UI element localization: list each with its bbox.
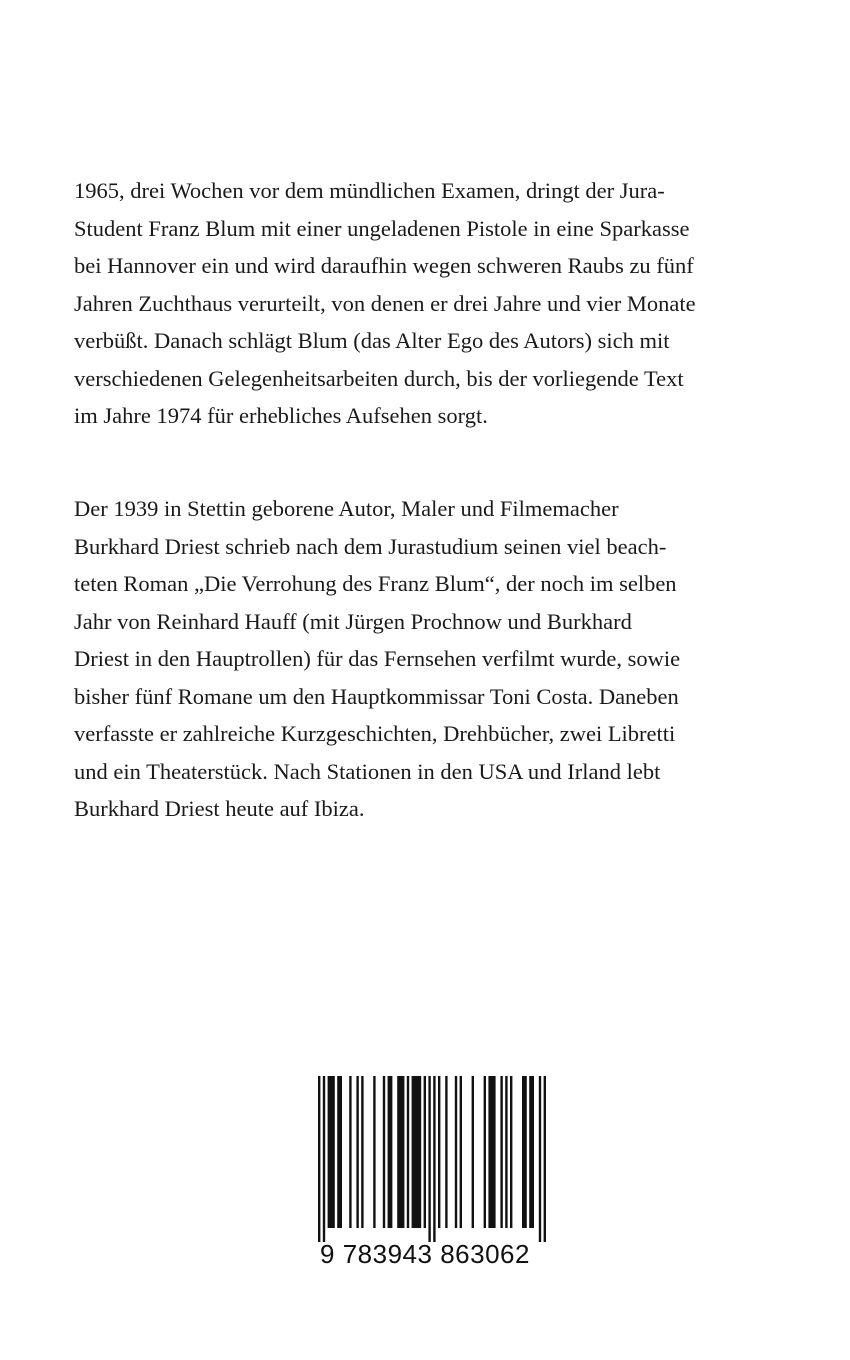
text-line: 1965, drei Wochen vor dem mündlichen Examen, dringt der Jura- xyxy=(74,178,665,203)
text-line: verbüßt. Danach schlägt Blum (das Alter Ego des Autors) sich mit xyxy=(74,328,670,353)
barcode-bar xyxy=(505,1076,507,1228)
text-line: bisher fünf Romane um den Hauptkommissar Toni Costa. Daneben xyxy=(74,683,679,709)
barcode-bar xyxy=(488,1076,495,1228)
barcode-bar xyxy=(510,1076,512,1228)
text-line: Der 1939 in Stettin geborene Autor, Maler und Filmemacher xyxy=(74,496,619,521)
barcode-bar xyxy=(373,1076,375,1228)
barcode-bar xyxy=(397,1076,404,1228)
text-line: bei Hannover ein und wird daraufhin wegen schweren Raubs zu fünf xyxy=(74,253,694,278)
barcode-bar xyxy=(460,1076,462,1228)
text-line: Driest in den Hauptrollen) für das Fernsehen verfilmt wurde, sowie xyxy=(74,646,681,671)
text-line: teten Roman „Die Verrohung des Franz Blum“, der noch im selben xyxy=(74,571,677,596)
barcode-bar xyxy=(356,1076,358,1228)
barcode-bar xyxy=(433,1076,435,1242)
barcode-bar xyxy=(318,1076,320,1242)
barcode-bar xyxy=(424,1076,426,1228)
barcode-bar xyxy=(388,1076,393,1228)
barcode-bar xyxy=(455,1076,457,1228)
barcode-bar xyxy=(323,1076,325,1242)
barcode-bar xyxy=(407,1076,409,1228)
isbn-number: 9 783943 863062 xyxy=(320,1239,530,1269)
text-line: Jahr von Reinhard Hauff (mit Jürgen Prochnow und Burkhard xyxy=(74,608,632,634)
barcode-bar xyxy=(472,1076,474,1228)
synopsis-paragraph xyxy=(74,172,794,435)
barcode-bar xyxy=(544,1076,546,1242)
text-line: Burkhard Driest heute auf Ibiza. xyxy=(74,796,365,821)
text-line: Burkhard Driest schrieb nach dem Jurastudium seinen viel beach- xyxy=(74,533,667,559)
barcode-bar xyxy=(337,1076,342,1228)
isbn-barcode xyxy=(294,1076,556,1272)
barcode-bar xyxy=(428,1076,430,1242)
text-line: verschiedenen Gelegenheitsarbeiten durch, bis der vorliegende Text xyxy=(74,365,684,391)
barcode-bar xyxy=(484,1076,486,1228)
barcode-bar xyxy=(500,1076,502,1228)
text-line: und ein Theaterstück. Nach Stationen in den USA und Irland lebt xyxy=(74,758,661,784)
barcode-bar xyxy=(445,1076,447,1228)
author-bio-paragraph xyxy=(74,490,794,828)
barcode-bar xyxy=(328,1076,335,1228)
text-line: verfasste er zahlreiche Kurzgeschichten, Drehbücher, zwei Libretti xyxy=(74,721,676,746)
text-line: Student Franz Blum mit einer ungeladenen Pistole in eine Sparkasse xyxy=(74,215,690,241)
barcode-bar xyxy=(438,1076,440,1228)
barcode-bars xyxy=(294,1076,556,1242)
text-line: Jahren Zuchthaus verurteilt, von denen er drei Jahre und vier Monate xyxy=(74,290,696,316)
barcode-bar xyxy=(412,1076,422,1228)
barcode-bar xyxy=(349,1076,351,1228)
barcode-bar xyxy=(522,1076,527,1228)
barcode-bar xyxy=(539,1076,541,1242)
barcode-bar xyxy=(361,1076,363,1228)
barcode-bar xyxy=(529,1076,534,1228)
barcode-bar xyxy=(383,1076,385,1228)
text-line: im Jahre 1974 für erhebliches Aufsehen sorgt. xyxy=(74,403,488,428)
